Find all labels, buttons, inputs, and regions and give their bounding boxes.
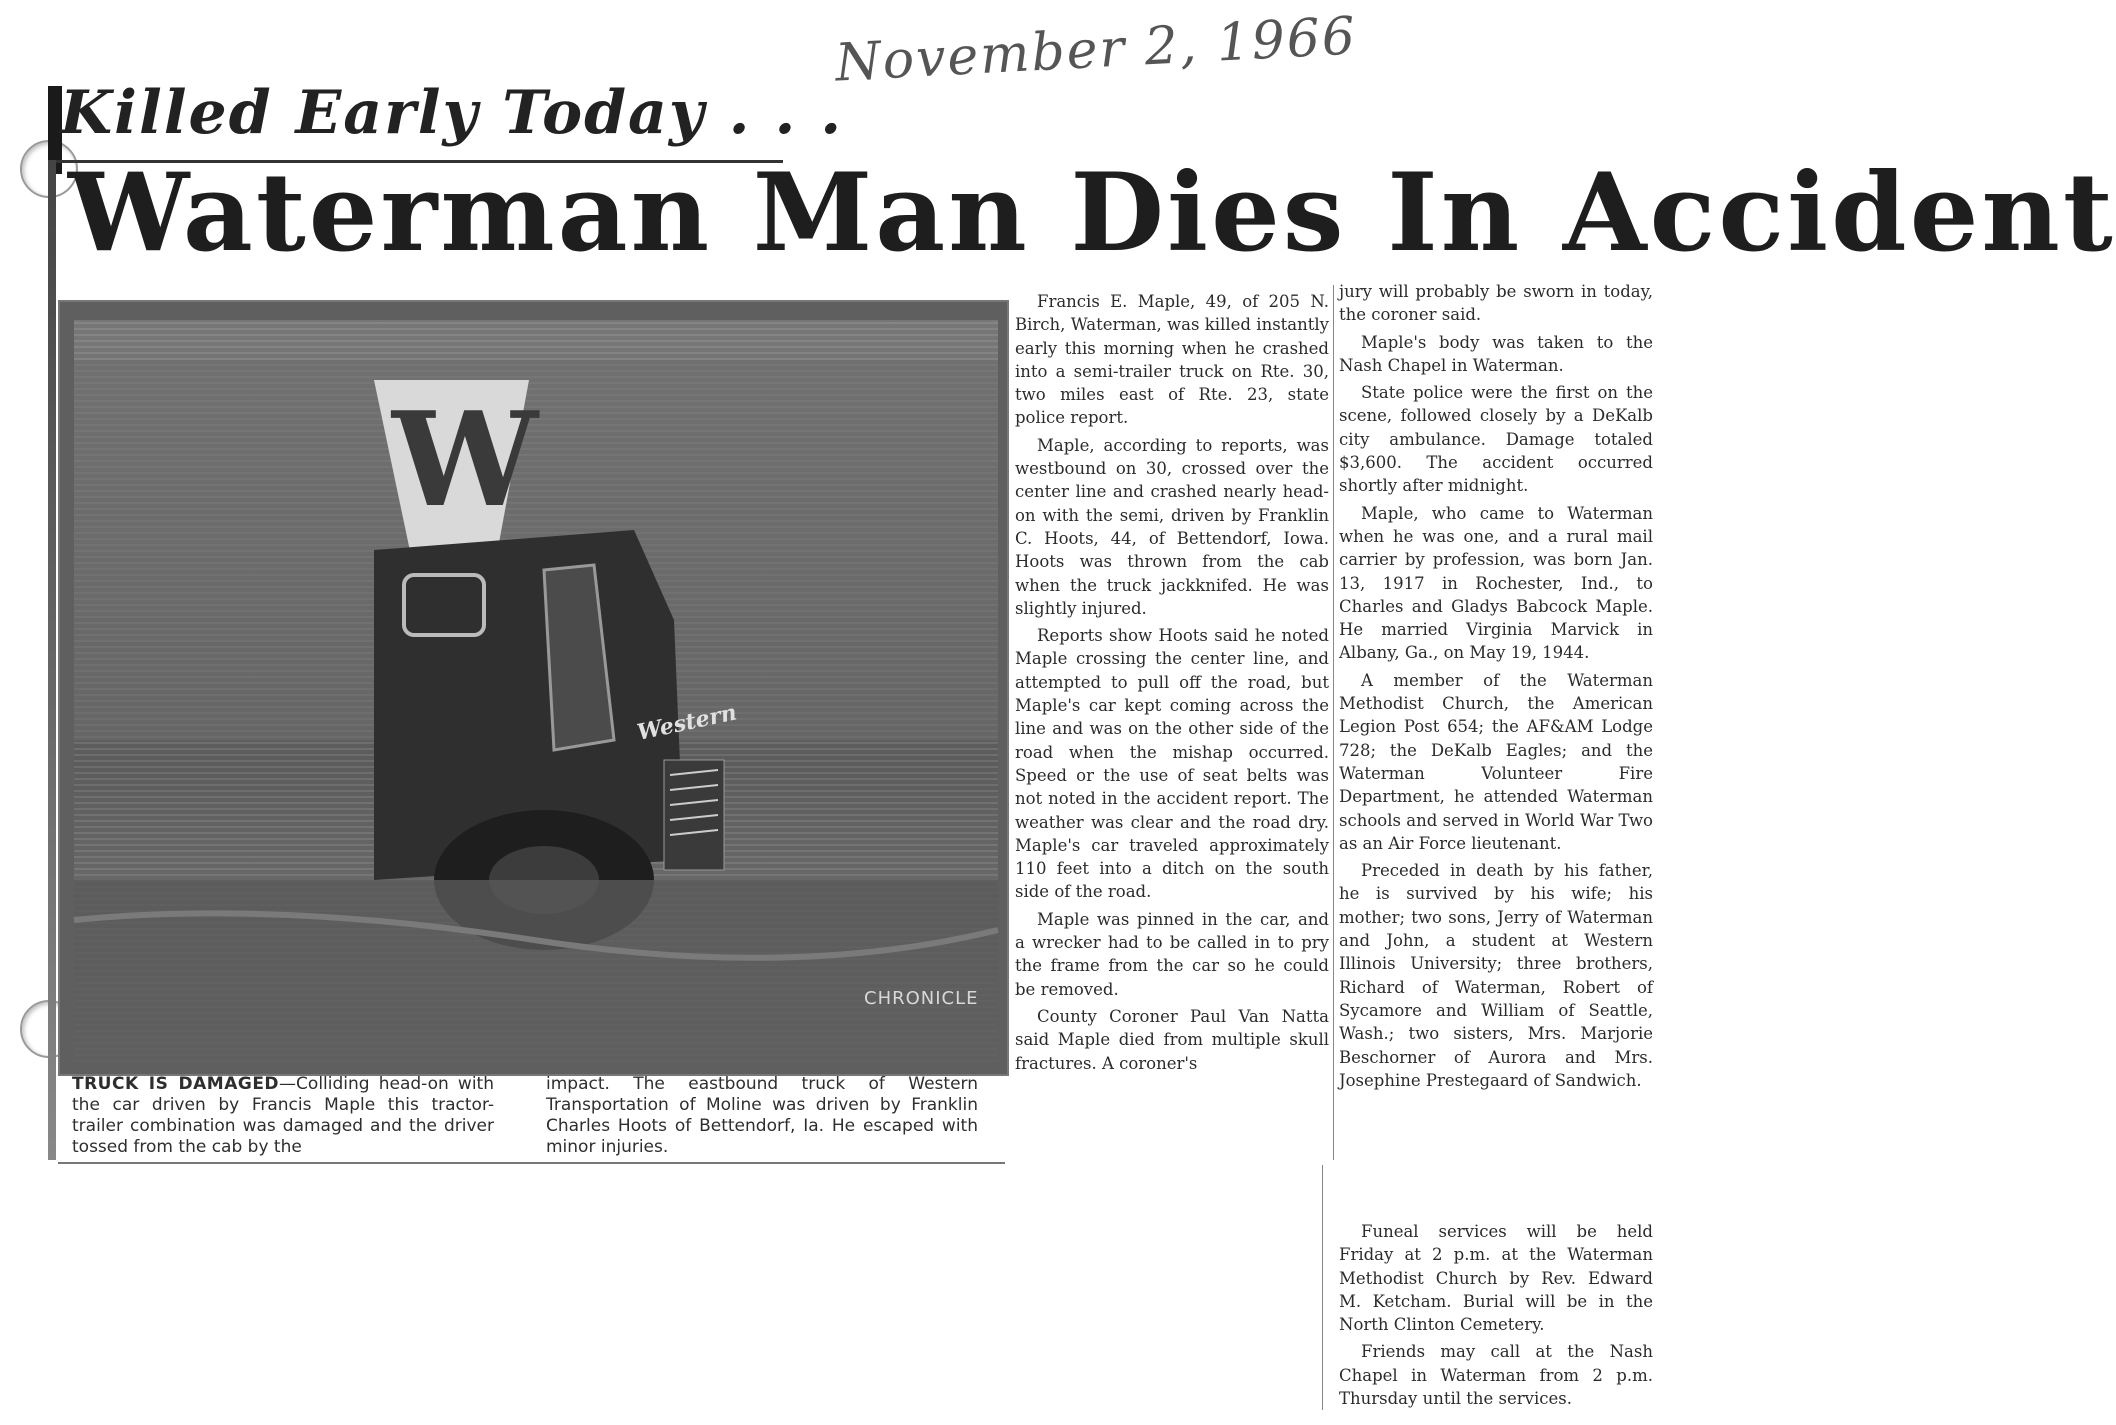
caption-right: impact. The eastbound truck of Western Transportation of Moline was driven by Franklin Charles Hoots of Bettendorf, Ia. He escaped with minor injuries. — [546, 1074, 978, 1157]
paragraph: jury will probably be sworn in today, the coroner said. — [1339, 282, 1653, 325]
kicker-headline: Killed Early Today . . . — [60, 78, 844, 148]
truck-photo — [74, 320, 998, 1062]
article-column-3 — [1339, 1220, 1653, 1414]
paragraph: County Coroner Paul Van Natta said Maple died from multiple skull fractures. A coroner's — [1015, 1006, 1329, 1073]
column-rule-lower — [1322, 1165, 1323, 1410]
caption-left-text: —Colliding head-on with the car driven by Francis Maple this tractor-trailer combination was damaged and the driver tossed from the cab by the — [72, 1074, 494, 1157]
paragraph: Funeal services will be held Friday at 2 p.m. at the Waterman Methodist Church by Rev. Edward M. Ketcham. Burial will be in the North Clinton Cemetery. — [1339, 1222, 1653, 1335]
paragraph: Maple, according to reports, was westbound on 30, crossed over the center line and crashed nearly head-on with the semi, driven by Franklin C. Hoots, 44, of Bettendorf, Iowa. Hoots was thrown from the cab when the truck jackknifed. He was slightly injured. — [1015, 435, 1329, 618]
photo-caption — [58, 1072, 1005, 1164]
article-column-2 — [1339, 280, 1653, 1096]
news-photo-frame — [58, 300, 1009, 1076]
main-headline: Waterman Man Dies In Accident — [68, 150, 2116, 276]
truck-illustration — [74, 320, 998, 1062]
photo-credit: CHRONICLE — [864, 988, 979, 1009]
paragraph: Preceded in death by his father, he is survived by his wife; his mother; two sons, Jerry of Waterman and John, a student at Western Illinois University; three brothers, Richard of Waterman, Robert of Sycamore and William of Seattle, Wash.; two sisters, Mrs. Marjorie Beschorner of Aurora and Mrs. Josephine Prestegaard of Sandwich. — [1339, 861, 1653, 1090]
paragraph: Friends may call at the Nash Chapel in Waterman from 2 p.m. Thursday until the services. — [1339, 1342, 1653, 1409]
paragraph: Reports show Hoots said he noted Maple crossing the center line, and attempted to pull off the road, but Maple's car kept coming across the line and was on the other side of the road when the mishap occurred. Speed or the use of seat belts was not noted in the accident report. The weather was clear and the road dry. Maple's car traveled approximately 110 feet into a ditch on the south side of the road. — [1015, 626, 1329, 902]
paragraph: A member of the Waterman Methodist Church, the American Legion Post 654; the AF&AM Lodge 728; the DeKalb Eagles; and the Waterman Volunteer Fire Department, he attended Waterman schools and served in World War Two as an Air Force lieutenant. — [1339, 670, 1653, 853]
truck-label: Western — [634, 699, 740, 746]
column-rule — [1333, 285, 1334, 1160]
paragraph: Maple was pinned in the car, and a wrecker had to be called in to pry the frame from the car so he could be removed. — [1015, 909, 1329, 999]
caption-left — [72, 1074, 494, 1158]
article-column-1 — [1015, 290, 1329, 1079]
truck-logo: W — [392, 383, 538, 536]
paragraph: State police were the first on the scene, followed closely by a DeKalb city ambulance. Damage totaled $3,600. The accident occurred shortly after midnight. — [1339, 383, 1653, 496]
caption-lead: TRUCK IS DAMAGED — [72, 1074, 280, 1094]
paragraph: Maple, who came to Waterman when he was one, and a rural mail carrier by profession, was born Jan. 13, 1917 in Rochester, Ind., to Charles and Gladys Babcock Maple. He married Virginia Marvick in Albany, Ga., on May 19, 1944. — [1339, 503, 1653, 663]
paragraph: Maple's body was taken to the Nash Chapel in Waterman. — [1339, 332, 1653, 375]
clipping-edge — [48, 160, 56, 1160]
paragraph: Francis E. Maple, 49, of 205 N. Birch, Waterman, was killed instantly early this morning when he crashed into a semi-trailer truck on Rte. 30, two miles east of Rte. 23, state police report. — [1015, 292, 1329, 428]
handwritten-date: November 2, 1966 — [833, 6, 1359, 94]
